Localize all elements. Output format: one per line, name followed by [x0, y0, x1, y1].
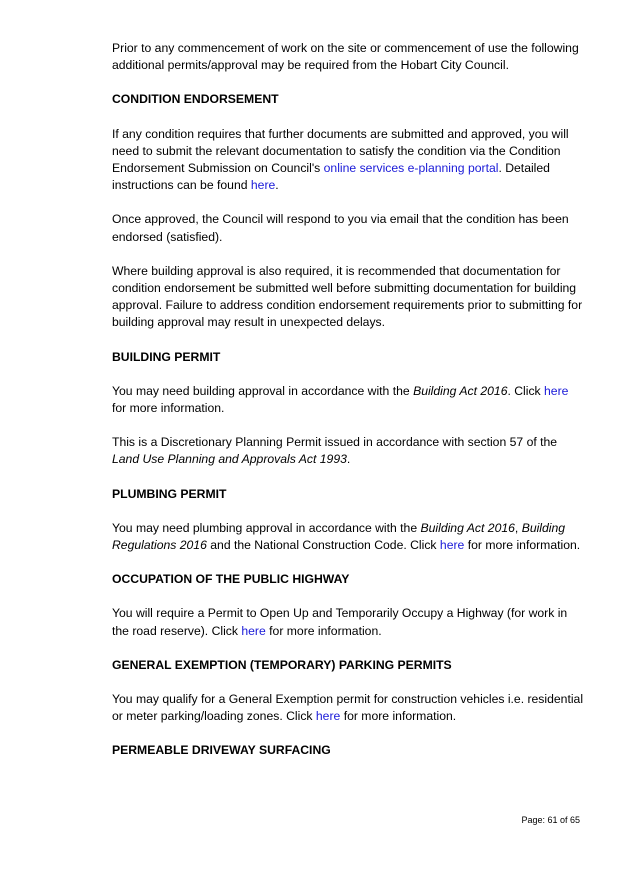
plumbing-here-link[interactable]: here: [439, 538, 465, 553]
parking-here-link[interactable]: here: [315, 709, 341, 724]
plumbing-act-title: Building Act 2016: [420, 520, 515, 535]
parking-text-a: You may qualify for a General Exemption permit for construction vehicles i.e. residential or meter parking/loading zones. Click: [112, 692, 584, 724]
condition-paragraph-3: Where building approval is also required, it is recommended that documentation for condition endorsement be submitted well before submitting documentation for building approval. Failure to address condition endorsement requirements prior to submitting for building approval may result in unexpected delays.: [112, 263, 583, 330]
building-permit-heading: BUILDING PERMIT: [112, 349, 221, 364]
building-paragraph-1: [112, 383, 584, 417]
plumbing-paragraph: [112, 520, 584, 554]
eplanning-portal-link[interactable]: online services e-planning portal: [323, 161, 499, 176]
parking-permits-heading: GENERAL EXEMPTION (TEMPORARY) PARKING PERMITS: [112, 657, 452, 672]
building-paragraph-2: [112, 434, 584, 468]
highway-paragraph: [112, 605, 584, 639]
plumbing-permit-heading: PLUMBING PERMIT: [112, 486, 227, 501]
building-text-d: This is a Discretionary Planning Permit issued in accordance with section 57 of the: [112, 435, 558, 450]
condition-text-a: If any condition requires that further documents are submitted and approved, you will need to submit the relevant documentation to satisfy the condition via the Condition Endorsement Submission on Council's: [112, 126, 569, 176]
plumbing-text-b: and the National Construction Code. Click: [206, 538, 440, 553]
parking-text-b: for more information.: [340, 709, 457, 724]
plumbing-regulations-title: Building Regulations 2016: [112, 520, 566, 553]
condition-paragraph-2: Once approved, the Council will respond to you via email that the condition has been endorsed (satisfied).: [112, 212, 569, 244]
building-text-c: for more information.: [112, 401, 225, 416]
document-page: [112, 40, 584, 760]
intro-paragraph: Prior to any commencement of work on the site or commencement of use the following additional permits/approval may be required from the Hobart City Council.: [112, 41, 579, 73]
plumbing-text-a: You may need plumbing approval in accordance with the: [112, 520, 421, 535]
lupa-act-title: Land Use Planning and Approvals Act 1993: [112, 452, 347, 467]
building-act-title: Building Act 2016: [413, 383, 508, 398]
highway-here-link[interactable]: here: [241, 623, 266, 638]
condition-endorsement-heading: CONDITION ENDORSEMENT: [112, 92, 279, 107]
plumbing-text-c: for more information.: [464, 538, 581, 553]
condition-text-b: . Detailed instructions can be found: [112, 161, 550, 193]
condition-paragraph-1: [112, 126, 584, 195]
building-text-a: You may need building approval in accordance with the: [112, 383, 414, 398]
building-here-link[interactable]: here: [544, 383, 569, 398]
driveway-heading: PERMEABLE DRIVEWAY SURFACING: [112, 743, 331, 758]
highway-text-a: You will require a Permit to Open Up and Temporarily Occupy a Highway (for work in the road reserve). Click: [112, 606, 568, 638]
parking-paragraph: [112, 691, 584, 725]
highway-heading: OCCUPATION OF THE PUBLIC HIGHWAY: [112, 572, 350, 587]
instructions-here-link[interactable]: here: [250, 178, 276, 193]
page-number: Page: 61 of 65: [521, 815, 580, 825]
building-text-e: .: [346, 452, 351, 467]
condition-text-c: .: [275, 178, 279, 193]
plumbing-sep: ,: [514, 520, 522, 535]
highway-text-b: for more information.: [265, 623, 382, 638]
building-text-b: . Click: [507, 383, 545, 398]
